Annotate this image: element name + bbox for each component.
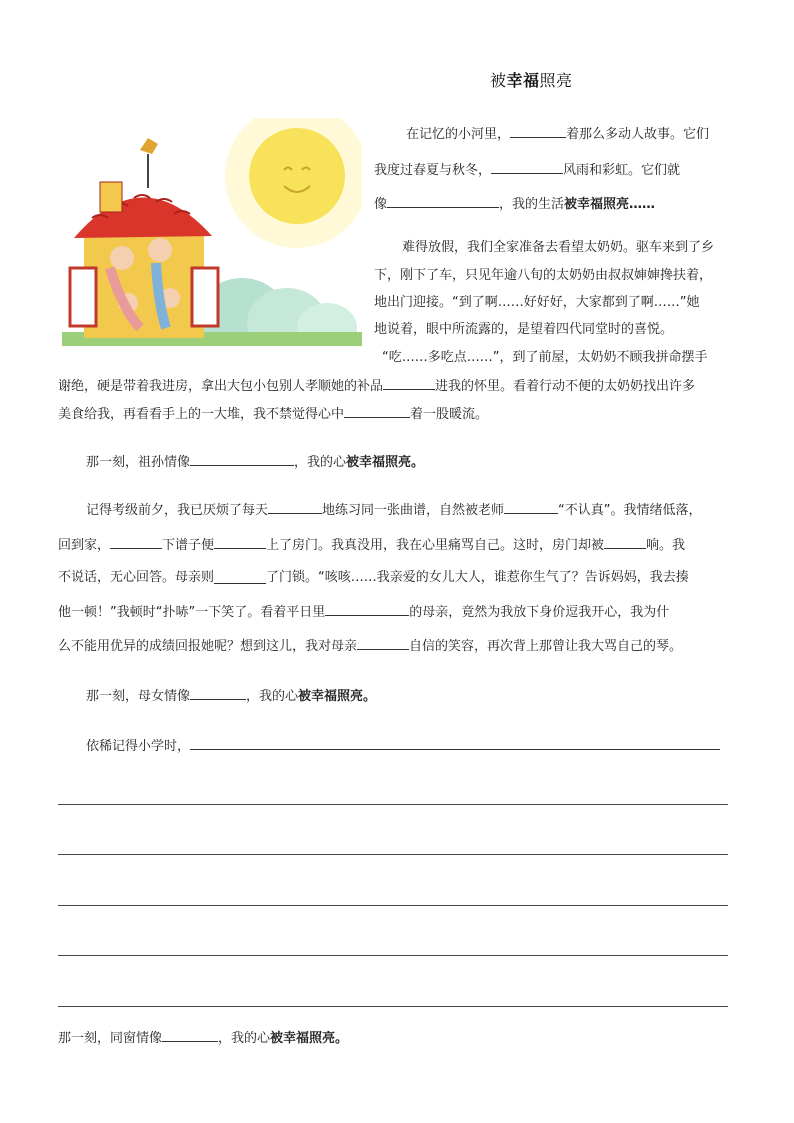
- para3-line-3: 不说话，无心回答。母亲则________了门锁。“咳咳……我亲爱的女儿大人，谁惹你生气了？告诉妈妈，我去揍: [58, 570, 689, 585]
- page-title: 被幸福照亮: [490, 71, 573, 90]
- blank[interactable]: [268, 502, 322, 514]
- writing-line[interactable]: [190, 738, 720, 750]
- blank[interactable]: [344, 406, 410, 418]
- blank[interactable]: [190, 454, 294, 466]
- para2-line-5: “吃……多吃点……”，到了前屋，太奶奶不顾我拼命摆手: [382, 350, 708, 365]
- para4-lead: 依稀记得小学时，: [86, 738, 720, 755]
- para3-line-2: 回到家， 下谱子便 上了房门。我真没用，我在心里痛骂自己。这时，房门却被 响。我: [58, 538, 686, 553]
- writing-line[interactable]: [58, 804, 728, 805]
- moment-line-1: 那一刻，祖孙情像 ，我的心被幸福照亮。: [86, 455, 425, 470]
- blank[interactable]: [190, 688, 246, 700]
- para2-line-1: 难得放假，我们全家准备去看望太奶奶。驱车来到了乡: [402, 240, 715, 255]
- para3-line-4: 他一顿！”我顿时“扑哧”一下笑了。看着平日里 的母亲，竟然为我放下身价逗我开心，我为什: [58, 605, 670, 620]
- family-house-illustration: [62, 118, 362, 346]
- blank[interactable]: [604, 537, 646, 549]
- para2-line-3: 地出门迎接。“到了啊……好好好，大家都到了啊……”她: [374, 295, 700, 310]
- blank[interactable]: [357, 638, 409, 650]
- blank[interactable]: [387, 196, 499, 208]
- writing-line[interactable]: [58, 854, 728, 855]
- blank[interactable]: [325, 604, 409, 616]
- writing-line[interactable]: [58, 1006, 728, 1007]
- moment-line-2: 那一刻，母女情像 ，我的心被幸福照亮。: [86, 689, 377, 704]
- blank[interactable]: [491, 162, 563, 174]
- blank[interactable]: [383, 378, 435, 390]
- intro-line-2: 我度过春夏与秋冬， 风雨和彩虹。它们就: [374, 163, 681, 178]
- para2-line-2: 下，刚下了车，只见年逾八旬的太奶奶由叔叔婶婶搀扶着，: [374, 268, 713, 283]
- para2-line-7: 美食给我，再看看手上的一大堆，我不禁觉得心中 着一股暖流。: [58, 407, 489, 422]
- para2-line-6: 谢绝，硬是带着我进房，拿出大包小包别人孝顺她的补品 进我的怀里。看着行动不便的太奶奶找出许多: [58, 379, 696, 394]
- para3-line-1: 记得考级前夕，我已厌烦了每天 地练习同一张曲谱，自然被老师 “不认真”。我情绪低落，: [86, 503, 702, 518]
- writing-line[interactable]: [58, 955, 728, 956]
- blank[interactable]: [214, 537, 266, 549]
- moment-line-3: 那一刻，同窗情像 ，我的心被幸福照亮。: [58, 1031, 349, 1046]
- blank[interactable]: [504, 502, 558, 514]
- blank[interactable]: [110, 537, 162, 549]
- intro-line-1: 在记忆的小河里， 着那么多动人故事。它们: [406, 127, 710, 142]
- para3-line-5: 么不能用优异的成绩回报她呢？想到这儿，我对母亲 自信的笑容，再次背上那曾让我大骂自己的琴。: [58, 639, 683, 654]
- writing-line[interactable]: [58, 905, 728, 906]
- intro-line-3: 像 ，我的生活被幸福照亮……: [374, 197, 656, 212]
- para2-line-4: 地说着，眼中所流露的，是望着四代同堂时的喜悦。: [374, 322, 674, 337]
- blank[interactable]: [510, 126, 566, 138]
- blank[interactable]: [162, 1030, 218, 1042]
